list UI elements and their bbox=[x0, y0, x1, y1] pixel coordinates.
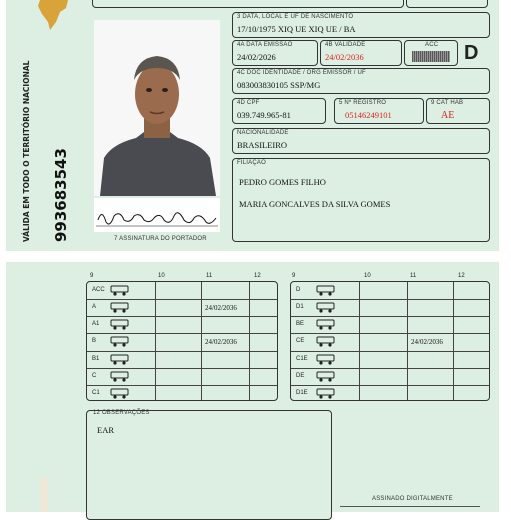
observations-label: 12 OBSERVAÇÕES bbox=[93, 410, 150, 416]
category-label: A1 bbox=[92, 321, 100, 328]
mother-name: MARIA GONCALVES DA SILVA GOMES bbox=[239, 199, 391, 209]
issue-date-box bbox=[232, 40, 318, 66]
left-grid-row-line bbox=[87, 316, 277, 317]
father-name: PEDRO GOMES FILHO bbox=[239, 177, 326, 187]
brazil-map-icon bbox=[38, 0, 72, 30]
col-header-9-right: 9 bbox=[292, 273, 296, 279]
vehicle-icon bbox=[109, 319, 131, 330]
expiry-box bbox=[320, 40, 402, 66]
category-label: CE bbox=[296, 338, 305, 345]
signature bbox=[94, 198, 220, 232]
col-header-11: 11 bbox=[206, 273, 213, 279]
cpf-label: 4D CPF bbox=[237, 100, 260, 106]
category-label: ACC bbox=[92, 287, 105, 293]
right-grid-row-line bbox=[291, 368, 489, 369]
right-grid-row-line bbox=[291, 299, 489, 300]
category-label: A bbox=[92, 304, 97, 311]
right-grid-row-line bbox=[291, 333, 489, 334]
birth-value: 17/10/1975 XIQ UE XIQ UE / BA bbox=[237, 24, 356, 34]
category-date: 24/02/2036 bbox=[205, 338, 237, 347]
category-date: 24/02/2036 bbox=[205, 304, 237, 313]
right-grid-row-line bbox=[291, 316, 489, 317]
signature-label: 7 ASSINATURA DO PORTADOR bbox=[114, 236, 207, 242]
vehicle-icon bbox=[109, 302, 131, 313]
category-label: D1E bbox=[296, 389, 308, 396]
nacionalidade-box bbox=[232, 128, 490, 154]
acc-box bbox=[404, 40, 458, 66]
cpf-value: 039.749.965-81 bbox=[237, 110, 291, 120]
category-label: D1 bbox=[296, 304, 304, 311]
cat-hab-label: 9 CAT HAB bbox=[431, 100, 464, 106]
vehicle-icon bbox=[315, 388, 337, 399]
registro-label: 5 Nº REGISTRO bbox=[339, 100, 387, 106]
vehicle-icon bbox=[109, 388, 131, 399]
vehicle-icon bbox=[315, 354, 337, 365]
cat-hab-value: AE bbox=[441, 110, 455, 121]
vehicle-icon bbox=[315, 319, 337, 330]
acc-barcode bbox=[412, 51, 450, 62]
top-date-box bbox=[406, 0, 488, 8]
category-label: C bbox=[92, 372, 97, 379]
observations-value: EAR bbox=[97, 425, 114, 435]
right-grid-row-line bbox=[291, 351, 489, 352]
birth-box bbox=[232, 12, 490, 38]
birth-label: 3 DATA, LOCAL E UF DE NASCIMENTO bbox=[237, 14, 354, 20]
license-front bbox=[6, 0, 499, 251]
vehicle-icon bbox=[109, 371, 131, 382]
expiry-value: 24/02/2036 bbox=[325, 52, 364, 62]
category-label: C1E bbox=[296, 355, 308, 362]
col-header-9: 9 bbox=[90, 273, 94, 279]
category-label: B bbox=[92, 338, 97, 345]
expiry-label: 4B VALIDADE bbox=[325, 42, 366, 48]
vehicle-icon bbox=[109, 336, 131, 347]
category-label: BE bbox=[296, 321, 305, 328]
cpf-box bbox=[232, 98, 326, 124]
vehicle-icon bbox=[315, 336, 337, 347]
left-grid-row-line bbox=[87, 368, 277, 369]
registro-box bbox=[334, 98, 424, 124]
registro-value: 05146249101 bbox=[345, 110, 392, 120]
registration-vertical-number: 993683543 bbox=[52, 148, 70, 242]
signature-line bbox=[340, 506, 480, 507]
name-box bbox=[92, 0, 404, 8]
col-header-12: 12 bbox=[254, 273, 261, 279]
validity-side-text: VÁLIDA EM TODO O TERRITÓRIO NACIONAL bbox=[22, 60, 31, 242]
category-grid-left bbox=[86, 281, 278, 401]
acc-label: ACC bbox=[425, 42, 439, 48]
category-label: DE bbox=[296, 372, 305, 379]
col-header-10-right: 10 bbox=[364, 273, 371, 279]
vehicle-icon bbox=[109, 354, 131, 365]
col-header-12-right: 12 bbox=[458, 273, 465, 279]
observations-box bbox=[86, 410, 332, 520]
issue-date-value: 24/02/2026 bbox=[237, 52, 276, 62]
filiacao-label: FILIAÇÃO bbox=[237, 160, 266, 166]
issue-date-label: 4A DATA EMISSÃO bbox=[237, 42, 293, 48]
d-letter: D bbox=[464, 42, 479, 64]
col-header-10: 10 bbox=[158, 273, 165, 279]
right-grid-row-line bbox=[291, 385, 489, 386]
vehicle-icon bbox=[315, 285, 337, 296]
id-doc-label: 4C DOC IDENTIDADE / ÓRG EMISSOR / UF bbox=[237, 70, 366, 76]
signed-digitally-label: ASSINADO DIGITALMENTE bbox=[372, 496, 453, 502]
left-grid-row-line bbox=[87, 351, 277, 352]
id-doc-value: 083003830105 SSP/MG bbox=[237, 80, 321, 90]
category-label: C1 bbox=[92, 389, 100, 396]
nacionalidade-label: NACIONALIDADE bbox=[237, 130, 289, 136]
portrait-photo bbox=[94, 20, 220, 196]
category-label: B1 bbox=[92, 355, 100, 362]
nacionalidade-value: BRASILEIRO bbox=[237, 140, 288, 150]
filiacao-box bbox=[232, 158, 490, 242]
category-date: 24/02/2036 bbox=[411, 338, 443, 347]
vehicle-icon bbox=[109, 285, 131, 296]
vehicle-icon bbox=[315, 371, 337, 382]
id-doc-box bbox=[232, 68, 490, 94]
license-back bbox=[6, 262, 499, 512]
vehicle-icon bbox=[315, 302, 337, 313]
category-grid-right bbox=[290, 281, 490, 401]
left-grid-row-line bbox=[87, 385, 277, 386]
cat-hab-box bbox=[426, 98, 490, 124]
left-grid-row-line bbox=[87, 333, 277, 334]
left-grid-row-line bbox=[87, 299, 277, 300]
category-label: D bbox=[296, 287, 301, 293]
col-header-11-right: 11 bbox=[410, 273, 417, 279]
side-strip bbox=[40, 478, 48, 512]
